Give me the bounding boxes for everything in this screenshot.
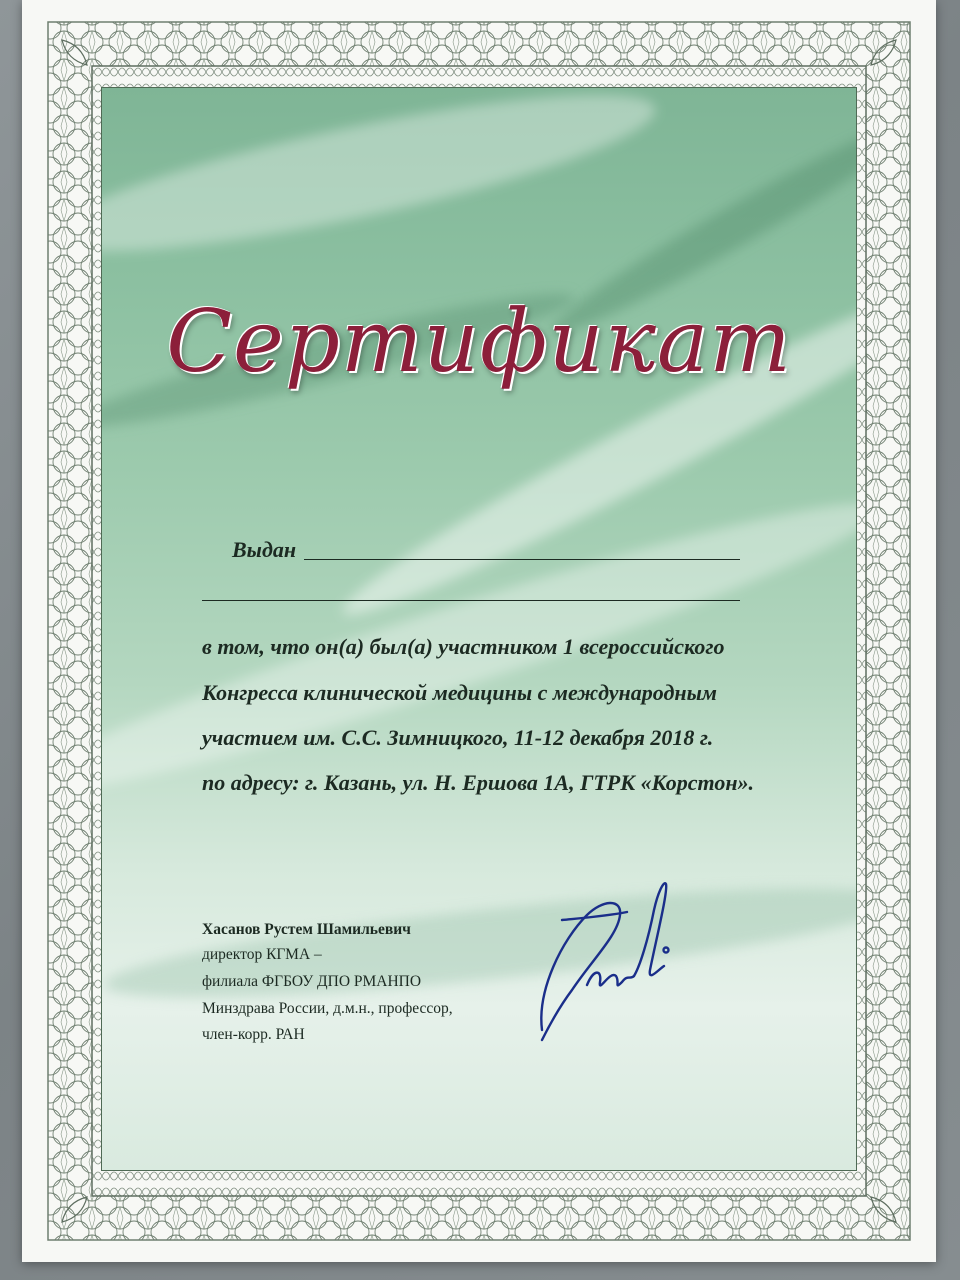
signatory-title-4: член-корр. РАН (202, 1026, 305, 1043)
recipient-line-1 (304, 559, 740, 560)
body-line-3: участием им. С.С. Зимницкого, 11-12 декабря 2018 г. (202, 725, 714, 750)
signatory-title-1: директор КГМА – (202, 946, 322, 963)
handwritten-signature (532, 870, 692, 1060)
signatory-title-2: филиала ФГБОУ ДПО РМАНПО (202, 973, 422, 990)
body-line-1: в том, что он(а) был(а) участником 1 всероссийского (202, 634, 725, 659)
body-line-4: по адресу: г. Казань, ул. Н. Ершова 1А, ГТРК «Корстон». (202, 770, 755, 795)
recipient-line-2 (202, 600, 740, 601)
issued-label: Выдан (232, 537, 297, 562)
certificate-title: Сертификат (166, 292, 792, 392)
signatory-name: Хасанов Рустем Шамильевич (202, 921, 411, 938)
body-line-2: Конгресса клинической медицины с международным (202, 680, 717, 705)
signatory-title-3: Минздрава России, д.м.н., профессор, (202, 1000, 453, 1017)
